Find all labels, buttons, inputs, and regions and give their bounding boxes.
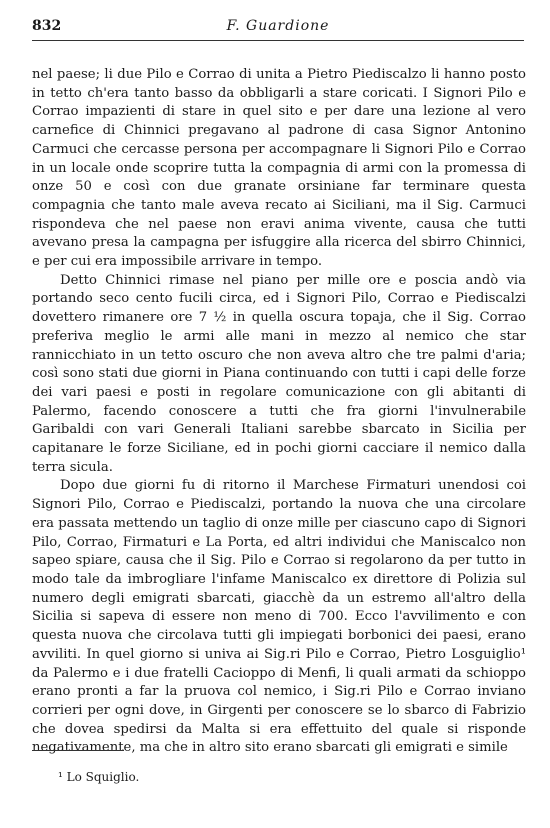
paragraph-1: nel paese; li due Pilo e Corrao di unita a Pietro Piediscalzo li hanno posto in tetto ch'era tanto basso da obbligarli a stare coricati. I Signori Pilo e Corrao impazienti di stare in quel sito e per dare una lezione al vero carnefice di Chinnici pregavano al padrone di casa Signor Antonino Carmuci che cercasse persona per accompagnare li Signori Pilo e Corrao in un locale onde scoprire tutta la compagnia di armi con la promessa di onze 50 e così con due granate orsiniane far terminare questa compagnia che tanto male aveva recato ai Siciliani, ma il Sig. Carmuci rispondeva che nel paese non eravi anima vivente, causa che tutti avevano presa la campagna per isfuggire alla ricerca del sbirro Chinnici, e per cui era impossibile arrivare in tempo.: [32, 67, 526, 270]
paragraph-3: Dopo due giorni fu di ritorno il Marchese Firmaturi unendosi coi Signori Pilo, Corrao e Piediscalzi, portando la nuova che una circolare era passata mettendo un taglio di onze mille per ciascuno capo di Signori Pilo, Corrao, Firmaturi e La Porta, ed altri individui che Maniscalco non sapeo spiare, causa che il Sig. Pilo e Corrao si regolarono da per tutto in modo tale da imbrogliare l'infame Maniscalco ex direttore di Polizia sul numero degli emigrati sbarcati, giacchè da un estremo all'altro della Sicilia si sapeva di essere non meno di 700. Ecco l'avvilimento e con questa nuova che circolava tutti gli impiegati borbonici dei paesi, erano avviliti. In quel giorno si univa ai Sig.ri Pilo e Corrao, Pietro Losguiglio¹ da Palermo e i due fratelli Cacioppo di Menfi, li quali armati da schioppo erano pronti a far la pruova col nemico, i Sig.ri Pilo e Corrao inviano corrieri per ogni dove, in Girgenti per conoscere se lo sbarco di Fabrizio che dovea spedirsi da Malta si era effettuito del quale si risponde negativamente, ma che in altro sito erano sbarcati gli emigrati e simile: [32, 478, 526, 756]
page-header: [32, 18, 524, 41]
body-text: [32, 66, 526, 758]
footnote: ¹ Lo Squiglio.: [58, 770, 140, 784]
footnote-rule: [32, 750, 124, 751]
paragraph-2: Detto Chinnici rimase nel piano per mille ore e poscia andò via portando seco cento fucili circa, ed i Signori Pilo, Corrao e Piediscalzi dovettero rimanere ore 7 ½ in quella oscura topaja, che il Sig. Corrao preferiva meglio le armi alle mani in mezzo al nemico che star rannicchiato in un tetto oscuro che non aveva altro che tre palmi d'aria; così sono stati due giorni in Piana continuando con tutti i capi delle forze dei vari paesi e posti in regolare comunicazione con gli abitanti di Palermo, facendo conoscere a tutti che fra giorni l'invulnerabile Garibaldi con vari Generali Italiani sarebbe sbarcato in Sicilia per capitanare le forze Siciliane, ed in pochi giorni cacciare il nemico dalla terra sicula.: [32, 272, 526, 475]
running-head: F. Guardione: [226, 18, 330, 34]
page-number: 832: [32, 18, 62, 34]
